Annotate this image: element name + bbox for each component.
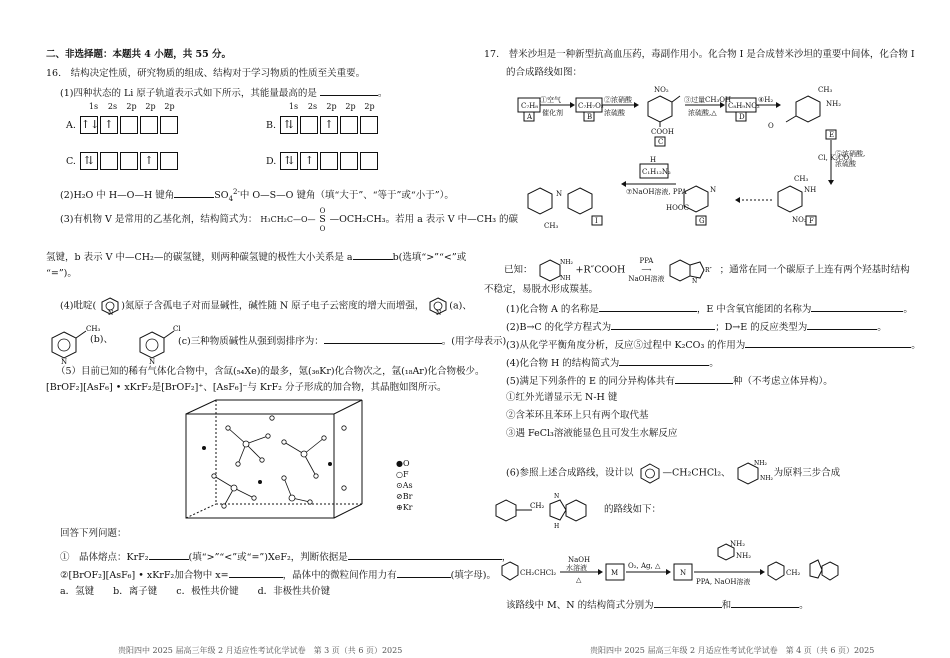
answer-blank[interactable] (174, 188, 214, 198)
right-footer: 贵阳四中 2025 届高三年级 2 月适应性考试化学试卷 第 4 页（共 6 页）2025 (590, 646, 875, 655)
svg-text:N: N (710, 186, 717, 194)
synthesis-scheme (500, 82, 940, 240)
svg-text:D: D (739, 113, 745, 121)
svg-text:H: H (650, 156, 657, 164)
svg-text:G: G (699, 217, 705, 225)
legend-kr: ⊕Kr (396, 503, 413, 512)
crystal-cell-diagram (184, 398, 384, 520)
answer-blank[interactable] (599, 302, 697, 312)
answer-blank[interactable] (229, 568, 283, 578)
sub-q1: ① 晶体熔点：KrF₂ (填“>”“<”或“=”)XeF₂，判断依据是 ， (60, 552, 512, 563)
option-a[interactable]: A. ↑↓ ↑ (66, 116, 180, 134)
answer-blank[interactable] (397, 568, 451, 578)
svg-text:CH₂: CH₂ (786, 569, 801, 577)
condition-2: ②含苯环且苯环上只有两个取代基 (506, 410, 649, 421)
route-diagram (498, 540, 938, 588)
q17-1: (1)化合物 A 的名称是 ，E 中含氧官能团的名称为 。 (506, 304, 913, 315)
svg-text:CH₃: CH₃ (818, 86, 833, 94)
sub-q2: ②[BrOF₂][AsF₆] • xKrF₂加合物中 x= ，晶体中的微粒间作用力有 (填字母)。 (60, 570, 497, 581)
diamine-structure (536, 256, 576, 284)
svg-text:NH₂: NH₂ (759, 475, 773, 482)
svg-text:O: O (768, 122, 774, 130)
svg-text:CH₂: CH₂ (530, 502, 545, 510)
q17-intro-2: 的合成路线如图： (506, 67, 583, 78)
svg-text:②浓硝酸: ②浓硝酸 (604, 96, 632, 104)
legend-as: ⊙As (396, 481, 413, 490)
svg-text:N: N (108, 310, 114, 316)
svg-text:④H₂: ④H₂ (758, 96, 774, 104)
svg-text:△: △ (576, 576, 582, 584)
svg-text:N: N (554, 493, 560, 500)
svg-text:N: N (436, 310, 442, 316)
svg-text:⑤浓硝酸,: ⑤浓硝酸, (835, 150, 866, 158)
svg-text:NH₂: NH₂ (730, 540, 746, 548)
svg-text:③过量CH₃OH: ③过量CH₃OH (684, 96, 732, 104)
orbital-labels-right: 1s 2s 2p 2p 2p (288, 102, 375, 111)
svg-text:R″: R″ (704, 267, 712, 274)
benzimidazole-structure (668, 256, 720, 284)
answer-blank[interactable] (324, 334, 442, 344)
svg-text:I: I (595, 217, 598, 225)
svg-text:浓硫酸: 浓硫酸 (604, 109, 625, 117)
q16-3d: “=”)。 (46, 268, 77, 279)
q17-5: (5)满足下列条件的 E 的同分异构体共有 种（不考虑立体异构）。 (506, 376, 833, 387)
q16-1-text: (1)四种状态的 Li 原子轨道表示式如下所示，其能量最高的是 (60, 88, 317, 99)
svg-text:N: N (680, 569, 687, 577)
answer-blank[interactable] (654, 598, 722, 608)
legend-f: ○F (396, 470, 409, 479)
svg-text:C₇H₇O₂: C₇H₇O₂ (578, 102, 604, 110)
svg-text:F: F (809, 217, 814, 225)
answer-blank[interactable] (320, 86, 378, 96)
svg-text:O₂, Ag, △: O₂, Ag, △ (628, 562, 661, 570)
option-d[interactable]: D. ⇅ ↑ (266, 152, 380, 170)
q16-1: (1)四种状态的 Li 原子轨道表示式如下所示，其能量最高的是 。 (60, 88, 388, 99)
svg-text:HOOC: HOOC (666, 204, 689, 212)
q16-intro: 16. 结构决定性质，研究物质的组成、结构对于学习物质的性质至关重要。 (46, 68, 366, 79)
svg-text:N: N (149, 358, 156, 364)
answer-blank[interactable] (731, 598, 799, 608)
svg-text:Cl: Cl (173, 325, 181, 333)
q17-2: (2)B→C 的化学方程式为 ；D→E 的反应类型为 。 (506, 322, 887, 333)
svg-text:NH₂: NH₂ (753, 460, 767, 467)
answer-blank[interactable] (619, 356, 709, 366)
svg-text:CH₃: CH₃ (544, 222, 559, 230)
svg-text:C: C (658, 138, 664, 146)
condition-3: ③遇 FeCl₃溶液能显色且可发生水解反应 (506, 428, 678, 439)
crystal-legend (396, 458, 413, 513)
label-b: (b)、 (90, 334, 113, 345)
q17-3: (3)从化学平衡角度分析，反应⑤过程中 K₂CO₃ 的作用为 。 (506, 340, 921, 351)
left-page (38, 0, 519, 658)
compound-a-formula: C₇H₈ (521, 102, 539, 110)
svg-text:C₁H₁₂N₂: C₁H₁₂N₂ (642, 168, 671, 176)
svg-text:NaOH: NaOH (568, 556, 591, 564)
svg-text:PPA, NaOH溶液: PPA, NaOH溶液 (696, 578, 751, 586)
q16-4-answer: (c)三种物质碱性从强到弱排序为： 。(用字母表示) (178, 336, 507, 347)
option-b[interactable]: B. ⇅ ↑ (266, 116, 380, 134)
svg-text:COOH: COOH (651, 128, 674, 136)
q17-6: (6)参照上述合成路线，设计以 —CH₂CHCl₂、 NH₂ NH₂ 为原料三步合成 (506, 458, 840, 488)
svg-text:N: N (61, 358, 68, 364)
svg-text:NO₂: NO₂ (792, 216, 807, 224)
answer-intro: 回答下列问题： (60, 528, 127, 539)
svg-text:M: M (611, 569, 619, 577)
svg-text:水溶液: 水溶液 (566, 564, 587, 572)
section-title: 二、非选择题：本题共 4 小题，共 55 分。 (46, 49, 232, 60)
pyridine-structure (99, 296, 121, 316)
svg-text:H: H (554, 523, 560, 528)
legend-o: ●O (396, 459, 410, 468)
svg-text:Cl, K₂CO₃: Cl, K₂CO₃ (818, 154, 852, 162)
svg-text:CH₃: CH₃ (86, 325, 101, 333)
known-reaction: 已知： NH₂ NH +R″COOH PPA ⟶ NaOH溶液 R″ N ；通常在同一个碳原子上连有两个羟基时结构 (504, 256, 910, 284)
svg-text:催化剂: 催化剂 (542, 109, 563, 117)
svg-text:NH: NH (804, 186, 817, 194)
option-c[interactable]: C. ⇅ ↑ (66, 152, 180, 170)
svg-text:B: B (587, 113, 593, 121)
answer-blank[interactable] (675, 374, 733, 384)
right-page (480, 0, 945, 658)
svg-text:浓硫酸: 浓硫酸 (835, 160, 856, 168)
q16-5b: [BrOF₂][AsF₆] • xKrF₂是[BrOF₂]⁺、[AsF₆]⁻与 KrF₂ 分子形成的加合物，其晶胞如图所示。 (46, 382, 447, 393)
svg-text:CH₂CHCl₂: CH₂CHCl₂ (520, 569, 557, 577)
pyridine-a-structure (427, 296, 449, 316)
q16-2: (2)H₂O 中 H—O—H 键角 $SO_4^{2-}$中 O—S—O 键角（填“大于”、“等于”或“小于”）。 (60, 188, 454, 204)
q16-4: (4)吡啶( N )氮原子含孤电子对而显碱性，碱性随 N 原子电子云密度的增大而增强， N (a)、 (60, 296, 472, 316)
q17-intro: 17. 替米沙坦是一种新型抗高血压药，毒副作用小。化合物 I 是合成替米沙坦的重要中间体，化合物 I (484, 49, 915, 60)
answer-blank[interactable] (149, 550, 189, 560)
answer-blank[interactable] (611, 320, 715, 330)
answer-blank[interactable] (807, 320, 877, 330)
svg-text:NH: NH (559, 275, 571, 282)
legend-br: ⊘Br (396, 492, 413, 501)
svg-text:C₈H₉NO₂: C₈H₉NO₂ (728, 102, 760, 110)
known-note: 不稳定，易脱水形成羰基。 (484, 284, 599, 295)
svg-text:NO₂: NO₂ (654, 86, 669, 94)
svg-text:CH₃: CH₃ (794, 175, 809, 183)
condition-1: ①红外光谱显示无 N-H 键 (506, 392, 618, 403)
q17-6b: 的路线如下： (604, 504, 662, 515)
svg-text:NH₂: NH₂ (559, 259, 573, 266)
left-footer: 贵阳四中 2025 届高三年级 2 月适应性考试化学试卷 第 3 页（共 6 页）2025 (118, 646, 403, 655)
svg-text:①空气: ①空气 (540, 96, 561, 104)
q16-3b: 氢键，b 表示 V 中—CH₂—的碳氢键，则两种碳氢键的极性大小关系是 a b(选填“>”“<”或 (46, 252, 467, 263)
answer-blank[interactable] (811, 302, 903, 312)
orbital-labels-left: 1s 2s 2p 2p 2p (88, 102, 175, 111)
q16-3: (3)有机物 V 是常用的乙基化剂，结构简式为： H₃CH₂C—O— S O O —OCH₂CH₃。若用 a 表示 V 中—CH₃ 的碳 (60, 207, 519, 233)
svg-text:N: N (691, 278, 697, 284)
svg-text:浓硫酸,△: 浓硫酸,△ (688, 109, 717, 117)
target-structure (492, 488, 602, 528)
final-question: 该路线中 M、N 的结构简式分别为 和 。 (506, 600, 809, 611)
q17-4: (4)化合物 H 的结构简式为 。 (506, 358, 719, 369)
benzene-ring (637, 462, 663, 484)
orbital-options (66, 102, 486, 192)
svg-text:⑦NaOH溶液, PPA: ⑦NaOH溶液, PPA (626, 188, 687, 196)
answer-blank[interactable] (353, 250, 393, 260)
diamine-structure (734, 458, 774, 488)
svg-text:N: N (556, 190, 563, 198)
svg-text:E: E (829, 131, 835, 139)
answer-blank[interactable] (348, 550, 502, 560)
svg-text:A: A (527, 113, 533, 121)
target-product (492, 488, 602, 531)
sub-q2-choices: a．氢键 b．离子键 c．极性共价键 d．非极性共价键 (60, 586, 331, 597)
answer-blank[interactable] (745, 338, 911, 348)
q16-5a: （5）目前已知的稀有气体化合物中，含氙(₅₄Xe)的最多，氪(₃₆Kr)化合物次之，氩(₁₈Ar)化合物极少。 (56, 366, 485, 377)
svg-text:NH₂: NH₂ (736, 552, 752, 560)
svg-text:NH₂: NH₂ (826, 100, 842, 108)
